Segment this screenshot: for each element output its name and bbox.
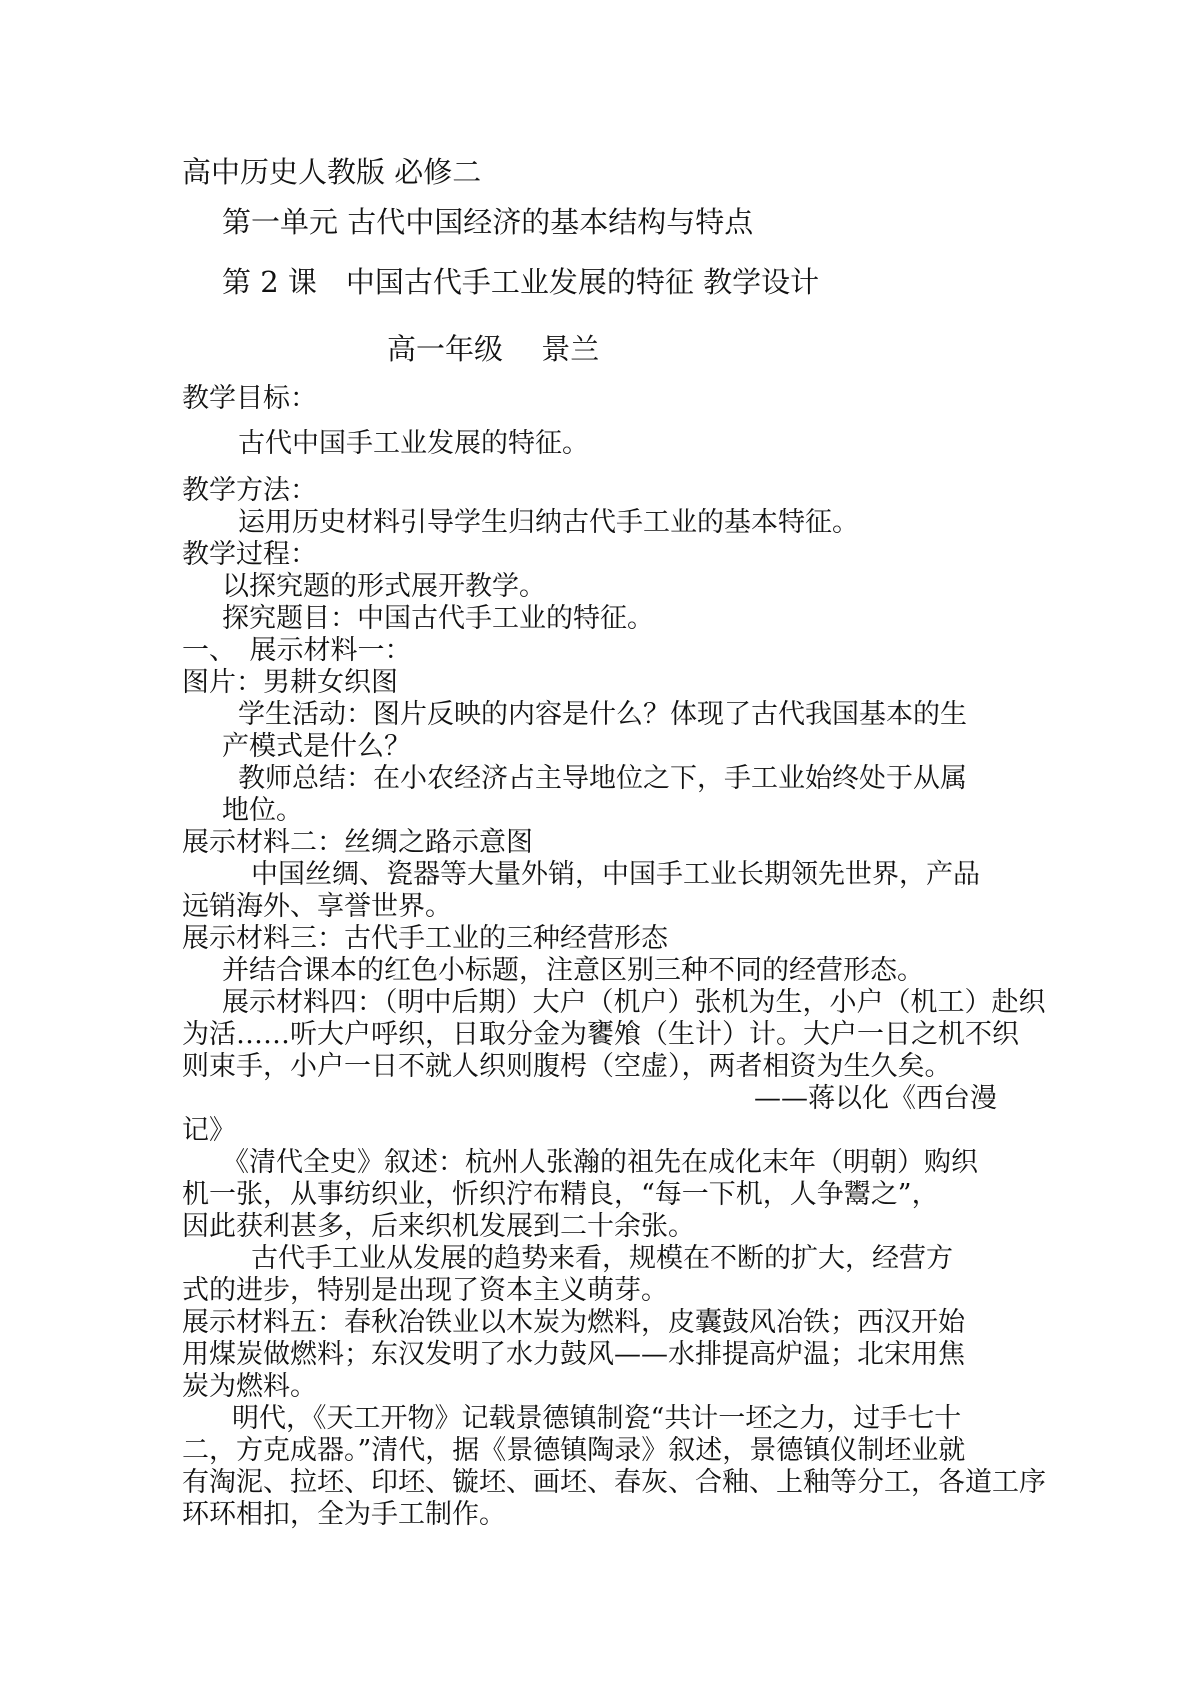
paragraph-line: 展示材料四：（明中后期）大户（机户）张机为生，小户（机工）赴织 (222, 987, 1046, 1018)
course-title: 高中历史人教版 必修二 (182, 155, 482, 189)
paragraph-line: 地位。 (222, 795, 303, 826)
author-line: 高一年级 景兰 (387, 332, 600, 366)
section-heading-process: 教学过程： (182, 539, 317, 570)
paragraph-line: 探究题目：中国古代手工业的特征。 (222, 603, 654, 634)
paragraph-line: 展示材料五：春秋冶铁业以木炭为燃料，皮囊鼓风冶铁；西汉开始 (182, 1307, 965, 1338)
paragraph-line: 中国丝绸、瓷器等大量外销，中国手工业长期领先世界，产品 (251, 859, 980, 890)
paragraph-line: 有淘泥、拉坯、印坯、镟坯、画坯、春灰、合釉、上釉等分工，各道工序 (182, 1467, 1046, 1498)
paragraph-line: 古代中国手工业发展的特征。 (238, 428, 589, 459)
paragraph-line: 古代手工业从发展的趋势来看，规模在不断的扩大，经营方 (251, 1243, 953, 1274)
paragraph-line: 图片：男耕女织图 (182, 667, 398, 698)
paragraph-line: 以探究题的形式展开教学。 (222, 571, 546, 602)
section-heading-methods: 教学方法： (182, 475, 317, 506)
paragraph-line: 《清代全史》叙述：杭州人张瀚的祖先在成化末年（明朝）购织 (222, 1147, 978, 1178)
paragraph-line: 机一张，从事纺织业，忻织泞布精良，“每一下机，人争鬻之”， (182, 1179, 939, 1210)
lesson-title: 第 2 课 中国古代手工业发展的特征 教学设计 (222, 265, 820, 299)
paragraph-line: 用煤炭做燃料；东汉发明了水力鼓风——水排提高炉温；北宋用焦 (182, 1339, 965, 1370)
paragraph-line: 展示材料三：古代手工业的三种经营形态 (182, 923, 668, 954)
citation-line: 记》 (182, 1115, 236, 1146)
paragraph-line: 教师总结：在小农经济占主导地位之下，手工业始终处于从属 (238, 763, 967, 794)
list-item-heading: 一、 展示材料一： (182, 635, 412, 666)
paragraph-line: 因此获利甚多，后来织机发展到二十余张。 (182, 1211, 695, 1242)
paragraph-line: 环环相扣，全为手工制作。 (182, 1499, 506, 1530)
paragraph-line: 产模式是什么？ (222, 731, 411, 762)
paragraph-line: 学生活动：图片反映的内容是什么？体现了古代我国基本的生 (238, 699, 967, 730)
paragraph-line: 则束手，小户一日不就人织则腹枵（空虚），两者相资为生久矣。 (182, 1051, 952, 1082)
paragraph-line: 运用历史材料引导学生归纳古代手工业的基本特征。 (238, 507, 859, 538)
paragraph-line: 为活……听大户呼织，日取分金为饔飧（生计）计。大户一日之机不织 (182, 1019, 1019, 1050)
paragraph-line: 式的进步，特别是出现了资本主义萌芽。 (182, 1275, 668, 1306)
paragraph-line: 炭为燃料。 (182, 1371, 317, 1402)
paragraph-line: 并结合课本的红色小标题，注意区别三种不同的经营形态。 (222, 955, 924, 986)
paragraph-line: 远销海外、享誉世界。 (182, 891, 452, 922)
unit-title: 第一单元 古代中国经济的基本结构与特点 (222, 205, 754, 239)
paragraph-line: 明代，《天工开物》记载景德镇制瓷“共计一坯之力，过手七十 (232, 1403, 962, 1434)
citation-line: ——蒋以化《西台漫 (754, 1083, 997, 1114)
section-heading-goals: 教学目标： (182, 383, 317, 414)
paragraph-line: 二，方克成器。”清代，据《景德镇陶录》叙述，景德镇仪制坯业就 (182, 1435, 966, 1466)
paragraph-line: 展示材料二：丝绸之路示意图 (182, 827, 533, 858)
